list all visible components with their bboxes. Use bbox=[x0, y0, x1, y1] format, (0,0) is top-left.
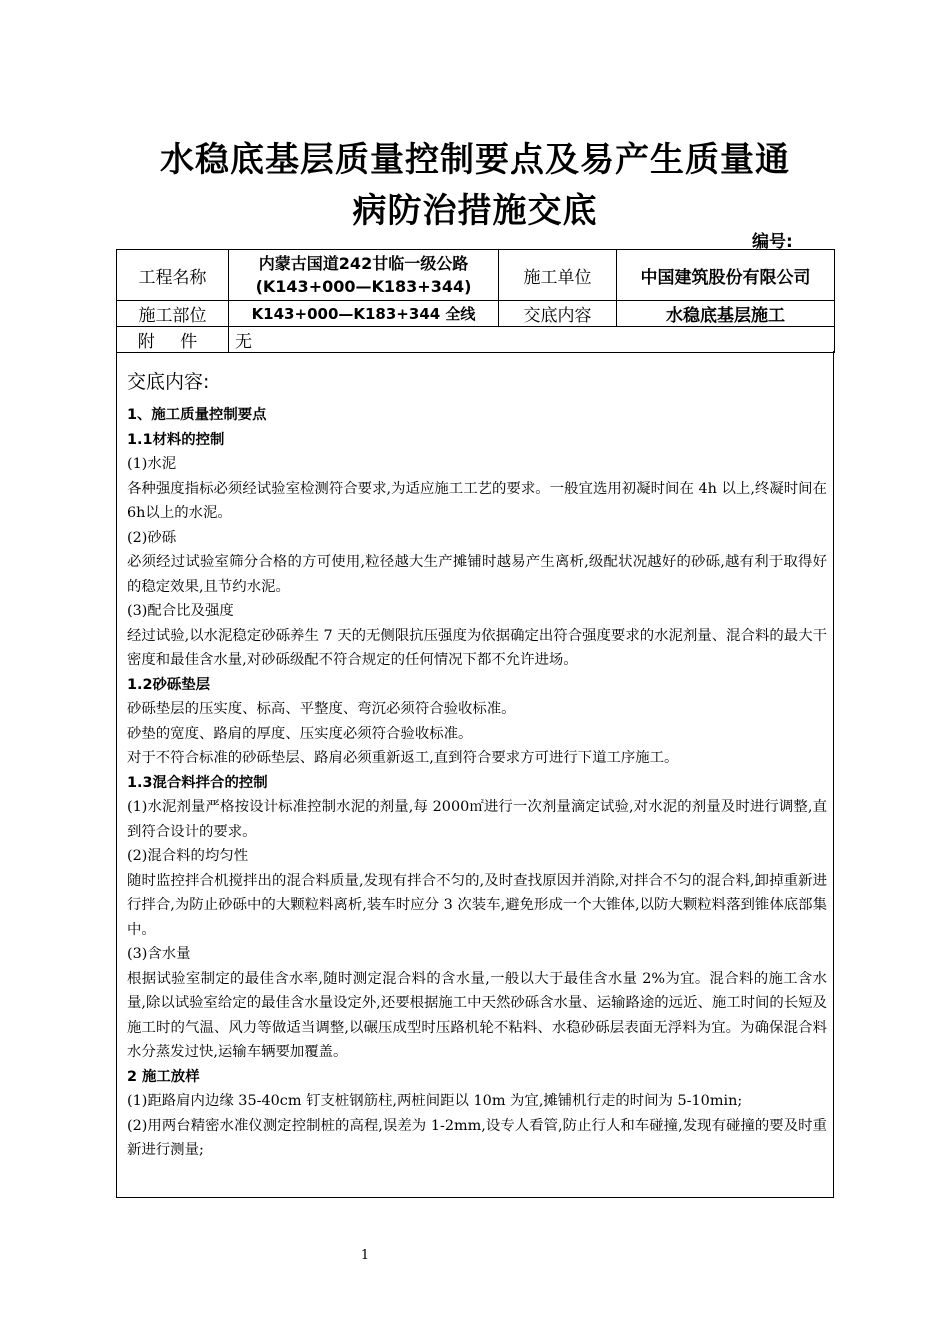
paragraph: (1)距路肩内边缘 35-40cm 钉支桩钢筋柱,两桩间距以 10m 为宜,摊铺机行走的时间为 5-10min; bbox=[127, 1093, 743, 1109]
paragraph: 对于不符合标准的砂砾垫层、路肩必须重新返工,直到符合要求方可进行下道工序施工。 bbox=[127, 750, 679, 766]
attachment-value: 无 bbox=[229, 327, 835, 353]
document-title-line-1: 水稳底基层质量控制要点及易产生质量通 bbox=[160, 140, 790, 180]
contractor-value: 中国建筑股份有限公司 bbox=[617, 250, 835, 301]
paragraph: 根据试验室制定的最佳含水率,随时测定混合料的含水量,一般以大于最佳含水量 2%为宜。混合料的施工含水量,除以试验室给定的最佳含水量设定外,还要根据施工中天然砂砾含水量、运输路途的远近、施工时间的长短及施工时的气温、风力等做适当调整,以碾压成型时压路机轮不粘料、水稳砂砾层表面无浮料为宜。为确保混合料水分蒸发过快,运输车辆要加覆盖。 bbox=[127, 970, 827, 1060]
section-value: K143+000—K183+344 全线 bbox=[229, 301, 499, 327]
project-name-label: 工程名称 bbox=[117, 250, 229, 301]
paragraph: (2)混合料的均匀性 bbox=[127, 848, 249, 864]
document-number-label: 编号: bbox=[752, 232, 793, 252]
paragraph: (1)水泥剂量严格按设计标准控制水泥的剂量,每 2000㎡进行一次剂量滴定试验,对水泥的剂量及时进行调整,直到符合设计的要求。 bbox=[127, 799, 827, 840]
section-heading: 1.3混合料拌合的控制 bbox=[127, 774, 268, 791]
paragraph: (2)砂砾 bbox=[127, 529, 177, 546]
section-heading: 2 施工放样 bbox=[127, 1068, 200, 1085]
contractor-label: 施工单位 bbox=[499, 250, 617, 301]
header-info-table bbox=[116, 249, 835, 353]
paragraph: 随时监控拌合机搅拌出的混合料质量,发现有拌合不匀的,及时查找原因并消除,对拌合不匀的混合料,卸掉重新进行拌合,为防止砂砾中的大颗粒料离析,装车时应分 3 次装车,避免形成一个大锥体,以防大颗粒料落到锥体底部集中。 bbox=[127, 872, 827, 938]
briefing-content-value: 水稳底基层施工 bbox=[617, 301, 835, 327]
section-heading: 1、施工质量控制要点 bbox=[127, 407, 267, 423]
section-label: 施工部位 bbox=[117, 301, 229, 327]
section-heading: 1.2砂砾垫层 bbox=[127, 676, 211, 693]
paragraph: 各种强度指标必须经试验室检测符合要求,为适应施工工艺的要求。一般宜选用初凝时间在 4h 以上,终凝时间在6h以上的水泥。 bbox=[127, 480, 827, 521]
section-heading: 1.1材料的控制 bbox=[127, 431, 225, 448]
project-name-value bbox=[229, 250, 499, 301]
paragraph: (3)配合比及强度 bbox=[127, 603, 234, 619]
document-title-line-2: 病防治措施交底 bbox=[352, 191, 598, 231]
briefing-body bbox=[116, 351, 834, 1198]
briefing-content-label: 交底内容 bbox=[499, 301, 617, 327]
attachment-label: 附 件 bbox=[117, 327, 229, 353]
paragraph: 砂垫的宽度、路肩的厚度、压实度必须符合验收标准。 bbox=[127, 725, 473, 742]
page-number: 1 bbox=[360, 1248, 370, 1263]
paragraph: (2)用两台精密水准仪测定控制桩的高程,误差为 1-2mm,设专人看管,防止行人和车碰撞,发现有碰撞的要及时重新进行测量; bbox=[127, 1117, 827, 1158]
project-name-line-1: 内蒙古国道242甘临一级公路 bbox=[258, 254, 469, 273]
paragraph: 必须经过试验室筛分合格的方可使用,粒径越大生产摊铺时越易产生离析,级配状况越好的砂砾,越有利于取得好的稳定效果,且节约水泥。 bbox=[127, 554, 827, 595]
briefing-content bbox=[127, 403, 827, 1163]
paragraph: (1)水泥 bbox=[127, 456, 177, 472]
paragraph: 砂砾垫层的压实度、标高、平整度、弯沉必须符合验收标准。 bbox=[127, 701, 516, 717]
briefing-heading: 交底内容: bbox=[127, 371, 210, 393]
paragraph: 经过试验,以水泥稳定砂砾养生 7 天的无侧限抗压强度为依据确定出符合强度要求的水泥剂量、混合料的最大干密度和最佳含水量,对砂砾级配不符合规定的任何情况下都不允许进场。 bbox=[127, 627, 827, 668]
project-name-line-2: (K143+000—K183+344) bbox=[255, 277, 472, 296]
paragraph: (3)含水量 bbox=[127, 946, 191, 962]
